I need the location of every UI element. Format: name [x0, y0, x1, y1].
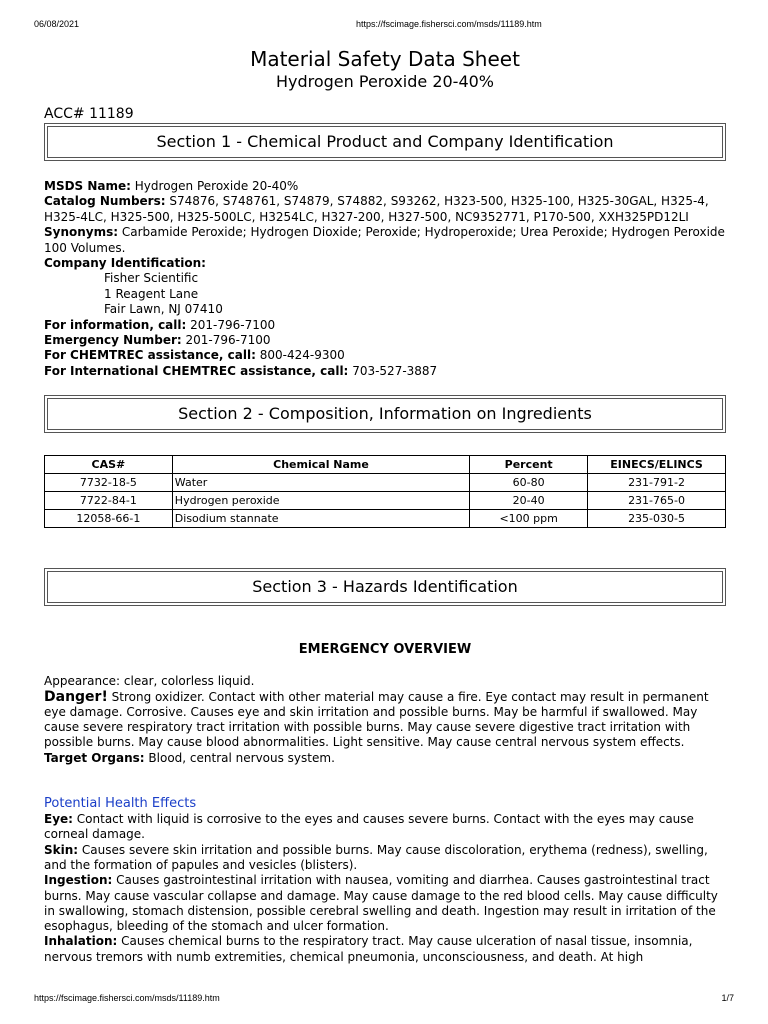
print-url: https://fscimage.fishersci.com/msds/11189.htm — [356, 19, 542, 29]
table-header-row — [45, 456, 726, 474]
intl-chemtrec-label: For International CHEMTREC assistance, call: — [44, 363, 349, 378]
catalog-label: Catalog Numbers: — [44, 194, 166, 209]
emergency-label: Emergency Number: — [44, 333, 182, 348]
chemtrec-label: For CHEMTREC assistance, call: — [44, 348, 256, 363]
column-header-chemical-name: Chemical Name — [172, 456, 469, 474]
table-row — [45, 510, 726, 528]
ingestion-text: Causes gastrointestinal irritation with nausea, vomiting and diarrhea. Causes gastrointestinal tract burns. May cause vascular collapse and damage. May cause damage to the red blood cells. May cause difficulty in swallowing, stomach distension, possible cerebral swelling and death. Ingestion may result in irritation of the esophagus, bleeding of the stomach and ulcer formation. — [44, 873, 718, 934]
eye-label: Eye: — [44, 812, 73, 827]
cell-einecs: 235-030-5 — [588, 510, 726, 528]
eye-text: Contact with liquid is corrosive to the eyes and causes severe burns. Contact with the eyes may cause corneal damage. — [44, 812, 694, 842]
danger-label: Danger! — [44, 688, 108, 705]
inhalation-paragraph — [44, 934, 726, 965]
print-footer — [34, 993, 734, 1005]
intl-chemtrec-line — [44, 364, 726, 379]
document-title: Material Safety Data Sheet — [250, 47, 520, 71]
table-row — [45, 474, 726, 492]
danger-text: Strong oxidizer. Contact with other material may cause a fire. Eye contact may result in permanent eye damage. Corrosive. Causes eye and skin irritation and possible burns. May be harmful if swallowed. May cause severe respiratory tract irritation with possible burns. May cause severe digestive tract irritation with possible burns. May cause blood abnormalities. Light sensitive. May cause central nervous system effects. — [44, 689, 709, 750]
chemtrec-line — [44, 348, 726, 363]
cell-cas: 7732-18-5 — [45, 474, 173, 492]
column-header-cas: CAS# — [45, 456, 173, 474]
chemtrec-value: 800-424-9300 — [259, 348, 345, 363]
cell-percent: 60-80 — [470, 474, 588, 492]
section-3-title: Section 3 - Hazards Identification — [47, 571, 723, 603]
msds-name-line — [44, 179, 726, 194]
document-subtitle: Hydrogen Peroxide 20-40% — [275, 72, 495, 91]
cell-percent: 20-40 — [470, 492, 588, 510]
emergency-line — [44, 333, 726, 348]
skin-text: Causes severe skin irritation and possible burns. May cause discoloration, erythema (redness), swelling, and the formation of papules and vesicles (blisters). — [44, 842, 708, 872]
section-2-header — [44, 395, 726, 433]
info-phone-label: For information, call: — [44, 317, 187, 332]
company-city: Fair Lawn, NJ 07410 — [104, 302, 223, 317]
column-header-percent: Percent — [470, 456, 588, 474]
danger-paragraph — [44, 690, 726, 751]
column-header-einecs: EINECS/ELINCS — [588, 456, 726, 474]
company-label: Company Identification: — [44, 256, 206, 271]
company-line — [44, 256, 726, 271]
company-street: 1 Reagent Lane — [104, 286, 199, 301]
cell-einecs: 231-791-2 — [588, 474, 726, 492]
company-name: Fisher Scientific — [104, 271, 199, 286]
cell-percent: <100 ppm — [470, 510, 588, 528]
cell-chemical-name: Hydrogen peroxide — [172, 492, 469, 510]
eye-paragraph — [44, 812, 726, 843]
msds-name-value: Hydrogen Peroxide 20-40% — [134, 179, 299, 193]
target-organs-label: Target Organs: — [44, 750, 145, 765]
intl-chemtrec-value: 703-527-3887 — [352, 363, 438, 378]
cell-cas: 12058-66-1 — [45, 510, 173, 528]
synonyms-value: Carbamide Peroxide; Hydrogen Dioxide; Peroxide; Hydroperoxide; Urea Peroxide; Hydrogen Peroxide 100 Volumes. — [44, 225, 725, 255]
inhalation-text: Causes chemical burns to the respiratory tract. May cause ulceration of nasal tissue, insomnia, nervous tremors with numb extremities, chemical pneumonia, unconsciousness, and death. At high — [44, 934, 693, 964]
footer-url: https://fscimage.fishersci.com/msds/11189.htm — [34, 993, 220, 1003]
emergency-overview-heading: EMERGENCY OVERVIEW — [298, 642, 472, 658]
print-header — [34, 19, 734, 31]
synonyms-line — [44, 225, 726, 256]
identification-block — [44, 179, 726, 379]
emergency-value: 201-796-7100 — [185, 333, 271, 348]
skin-paragraph — [44, 843, 726, 874]
page-number: 1/7 — [721, 993, 734, 1003]
cell-chemical-name: Disodium stannate — [172, 510, 469, 528]
section-1-title: Section 1 - Chemical Product and Company Identification — [47, 126, 723, 158]
cell-chemical-name: Water — [172, 474, 469, 492]
appearance-text: Appearance: clear, colorless liquid. — [44, 674, 255, 689]
ingestion-label: Ingestion: — [44, 873, 113, 888]
print-date: 06/08/2021 — [34, 19, 80, 29]
catalog-value: S74876, S748761, S74879, S74882, S93262, H323-500, H325-100, H325-30GAL, H325-4, H325-4LC, H325-500, H325-500LC, H3254LC, H327-200, H327-500, NC9352771, P170-500, XXH325PD12LI — [44, 194, 709, 224]
ingestion-paragraph — [44, 873, 726, 934]
skin-label: Skin: — [44, 842, 79, 857]
catalog-line — [44, 194, 726, 225]
synonyms-label: Synonyms: — [44, 225, 119, 240]
document-body — [44, 46, 726, 965]
msds-name-label: MSDS Name: — [44, 179, 131, 193]
ingredients-table — [44, 455, 726, 528]
potential-health-effects-heading: Potential Health Effects — [44, 796, 197, 812]
info-phone-line — [44, 318, 726, 333]
section-3-header — [44, 568, 726, 606]
cell-einecs: 231-765-0 — [588, 492, 726, 510]
target-organs-value: Blood, central nervous system. — [148, 750, 335, 765]
target-organs-line — [44, 751, 726, 766]
section-1-header — [44, 123, 726, 161]
inhalation-label: Inhalation: — [44, 934, 118, 949]
table-row — [45, 492, 726, 510]
section-2-title: Section 2 - Composition, Information on Ingredients — [47, 398, 723, 430]
acc-number: ACC# 11189 — [44, 106, 134, 122]
cell-cas: 7722-84-1 — [45, 492, 173, 510]
info-phone-value: 201-796-7100 — [190, 317, 276, 332]
